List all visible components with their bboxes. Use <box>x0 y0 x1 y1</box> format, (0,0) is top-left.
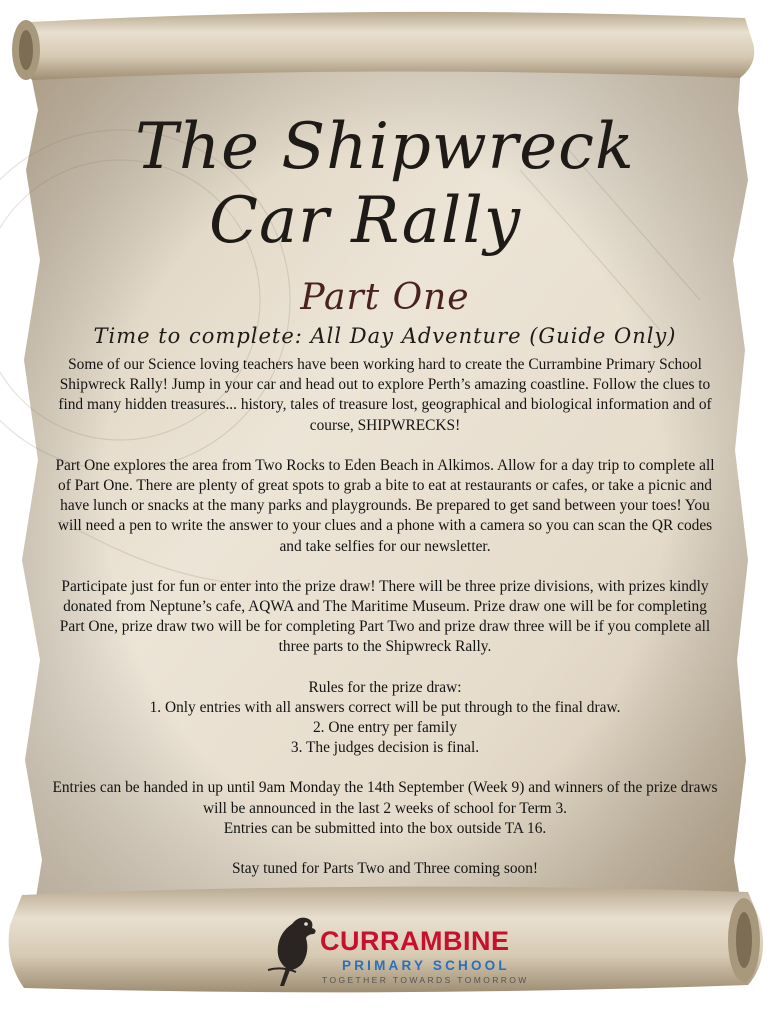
rule-item: 3. The judges decision is final. <box>290 739 480 757</box>
rule-item: 2. One entry per family <box>312 719 458 737</box>
title-line-1: The Shipwreck <box>135 110 635 184</box>
part-one-paragraph: Part One explores the area from Two Rocks to Eden Beach in Alkimos. Allow for a day trip to complete all of Part One. There are plenty of great spots to grab a bite to eat at restaurants or cafes, or take a picnic and have lunch or snacks at the many parks and playgrounds. Be prepared to get sand between your toes! You will need a pen to write the answer to your clues and a phone with a camera so you can scan the QR codes and take selfies for our newsletter. <box>55 456 715 555</box>
logo-subtitle: PRIMARY SCHOOL <box>342 958 510 973</box>
time-to-complete: Time to complete: All Day Adventure (Guide Only) <box>93 324 677 348</box>
entries-paragraph: Entries can be handed in up until 9am Monday the 14th September (Week 9) and winners of the prize draws will be announced in the last 2 weeks of school for Term 3. <box>52 779 718 817</box>
body-text <box>52 355 718 899</box>
rules-heading: Rules for the prize draw: <box>308 678 462 696</box>
entries-box-line: Entries can be submitted into the box outside TA 16. <box>223 819 547 837</box>
intro-paragraph: Some of our Science loving teachers have been working hard to create the Currambine Primary School Shipwreck Rally! Jump in your car and head out to explore Perth’s amazing coastline. Follow the clues to find many hidden treasures... history, tales of treasure lost, geographical and biological information and of course, SHIPWRECKS! <box>58 356 712 434</box>
logo-name: CURRAMBINE <box>320 926 510 956</box>
logo-tagline: TOGETHER TOWARDS TOMORROW <box>322 975 529 985</box>
rule-item: 1. Only entries with all answers correct will be put through to the final draw. <box>149 698 621 716</box>
prize-paragraph: Participate just for fun or enter into the prize draw! There will be three prize divisions, with prizes kindly donated from Neptune’s cafe, AQWA and The Maritime Museum. Prize draw one will be for completing Part One, prize draw two will be for completing Part Two and prize draw three will be if you complete all three parts to the Shipwreck Rally. <box>59 577 711 656</box>
subtitle: Part One <box>300 277 470 318</box>
rules-block <box>52 678 718 759</box>
closing-line: Stay tuned for Parts Two and Three coming soon! <box>231 860 539 878</box>
bird-icon <box>262 908 320 988</box>
school-logo <box>262 908 529 988</box>
title-line-2: Car Rally <box>209 184 521 258</box>
